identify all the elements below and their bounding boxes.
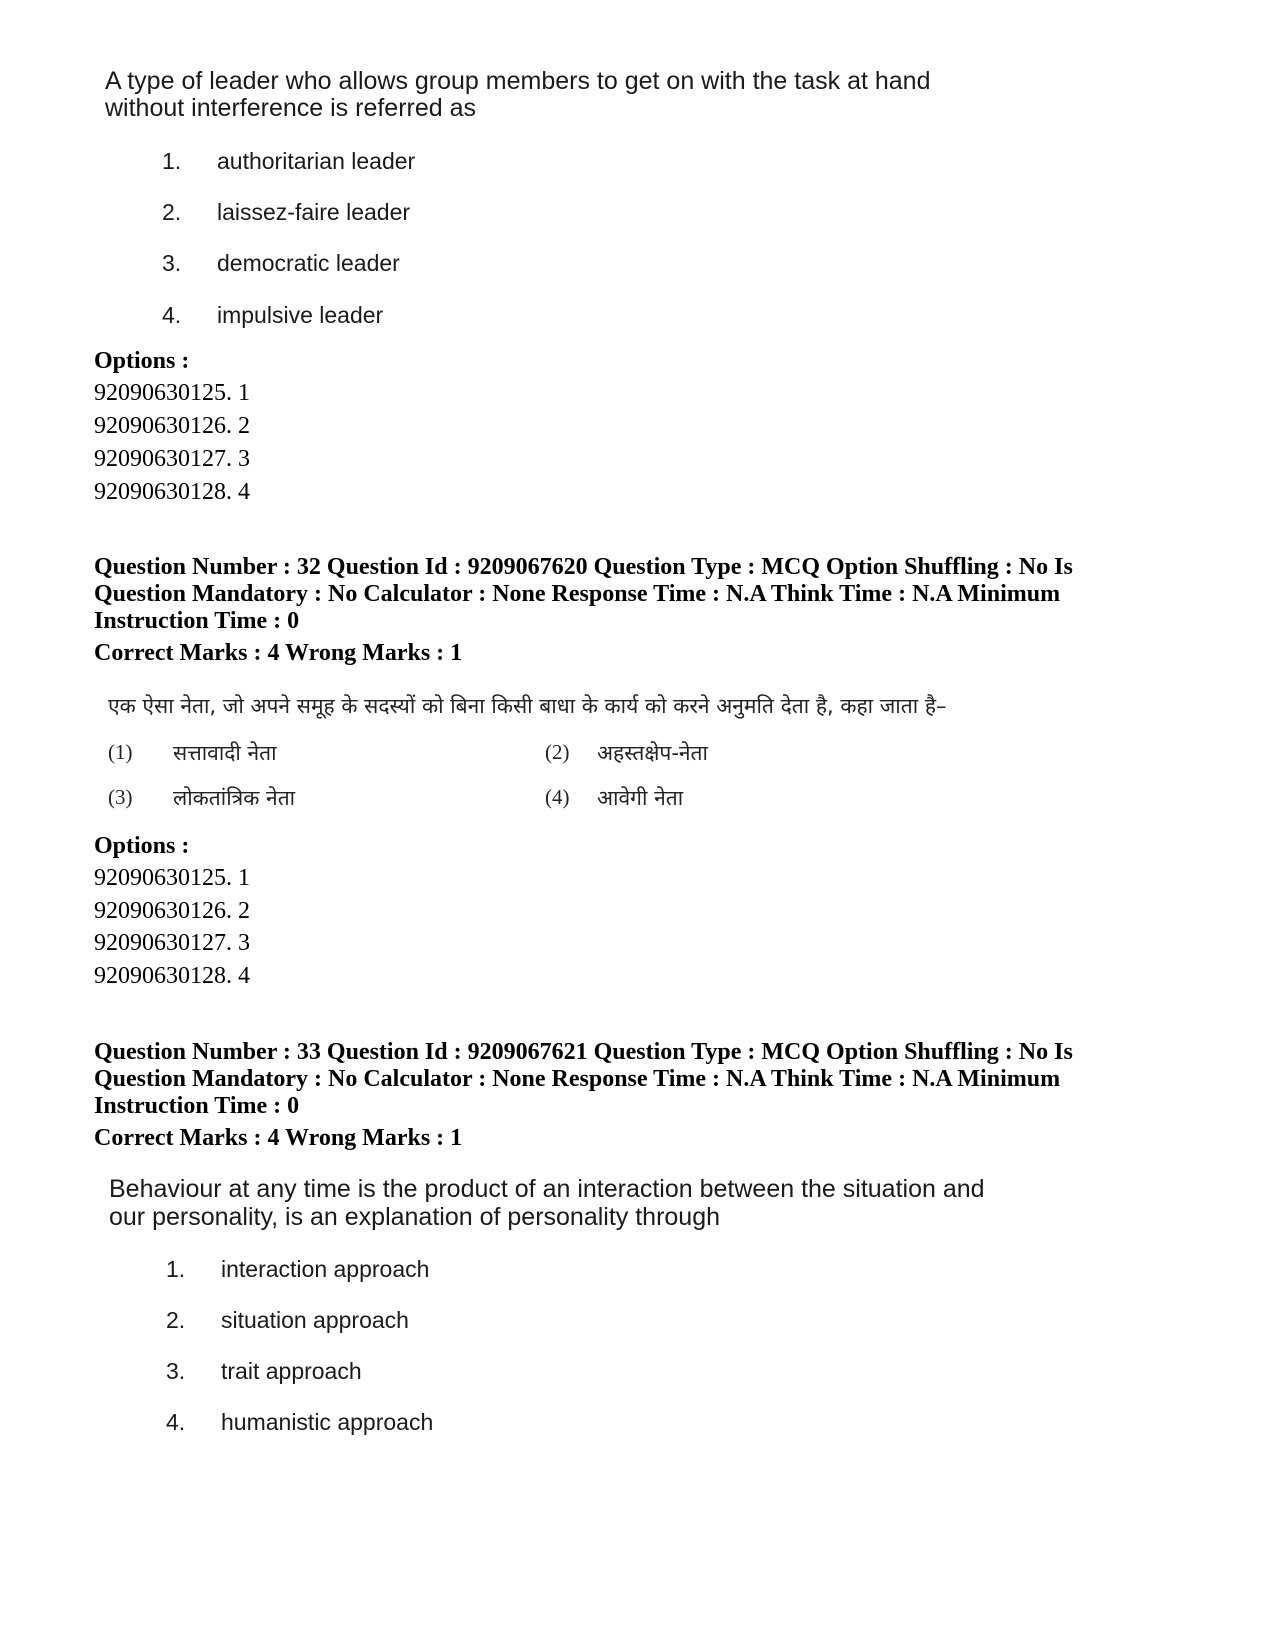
option-id-line: 92090630128. 4	[94, 963, 250, 989]
option-id-line: 92090630126. 2	[94, 898, 250, 924]
choice-number: 4.	[166, 1409, 186, 1435]
choice-number: 4.	[162, 302, 182, 328]
choice-number: 1.	[166, 1256, 186, 1282]
choice-text: humanistic approach	[221, 1409, 434, 1435]
question-stem-line: A type of leader who allows group members to get on with the task at hand	[105, 67, 931, 95]
options-heading: Options :	[94, 348, 190, 374]
option-id-line: 92090630125. 1	[94, 380, 250, 406]
option-id-line: 92090630125. 1	[94, 865, 250, 891]
choice-number: 2.	[166, 1307, 186, 1333]
question-meta-line: Question Number : 33 Question Id : 9209067621 Question Type : MCQ Option Shuffling : No Is	[94, 1039, 1073, 1065]
choice-text: trait approach	[221, 1358, 362, 1384]
choice-text: impulsive leader	[217, 302, 384, 328]
option-id-line: 92090630128. 4	[94, 479, 250, 505]
choice-text: interaction approach	[221, 1256, 430, 1282]
choice-number: (2)	[545, 740, 570, 764]
question-meta-line: Instruction Time : 0	[94, 608, 300, 634]
option-id-line: 92090630127. 3	[94, 930, 250, 956]
question-stem-line: Behaviour at any time is the product of an interaction between the situation and	[109, 1175, 985, 1203]
question-meta-line: Question Mandatory : No Calculator : None Response Time : N.A Think Time : N.A Minimum	[94, 581, 1061, 607]
choice-number: (4)	[545, 785, 570, 809]
marks-line: Correct Marks : 4 Wrong Marks : 1	[94, 640, 463, 666]
choice-text: democratic leader	[217, 250, 400, 276]
question-stem-line: our personality, is an explanation of personality through	[109, 1203, 721, 1231]
question-meta-line: Question Number : 32 Question Id : 9209067620 Question Type : MCQ Option Shuffling : No Is	[94, 554, 1073, 580]
choice-text: authoritarian leader	[217, 148, 416, 174]
question-stem-line: without interference is referred as	[105, 94, 477, 122]
question-meta-line: Question Mandatory : No Calculator : None Response Time : N.A Think Time : N.A Minimum	[94, 1066, 1061, 1092]
option-id-line: 92090630127. 3	[94, 446, 250, 472]
marks-line: Correct Marks : 4 Wrong Marks : 1	[94, 1125, 463, 1151]
choice-number: 1.	[162, 148, 182, 174]
choice-number: 2.	[162, 199, 182, 225]
choice-text: सत्तावादी नेता	[173, 741, 277, 765]
question-meta-line: Instruction Time : 0	[94, 1093, 300, 1119]
choice-number: (1)	[108, 740, 133, 764]
hindi-question-stem: एक ऐसा नेता, जो अपने समूह के सदस्यों को बिना किसी बाधा के कार्य को करने अनुमति देता है, कहा जाता है–	[108, 694, 947, 718]
options-heading: Options :	[94, 833, 190, 859]
option-id-line: 92090630126. 2	[94, 413, 250, 439]
choice-text: आवेगी नेता	[597, 786, 684, 810]
choice-text: लोकतांत्रिक नेता	[173, 786, 296, 810]
choice-number: (3)	[108, 785, 133, 809]
choice-text: अहस्तक्षेप-नेता	[597, 741, 708, 765]
choice-number: 3.	[166, 1358, 186, 1384]
choice-text: situation approach	[221, 1307, 409, 1333]
choice-text: laissez-faire leader	[217, 199, 411, 225]
choice-number: 3.	[162, 250, 182, 276]
